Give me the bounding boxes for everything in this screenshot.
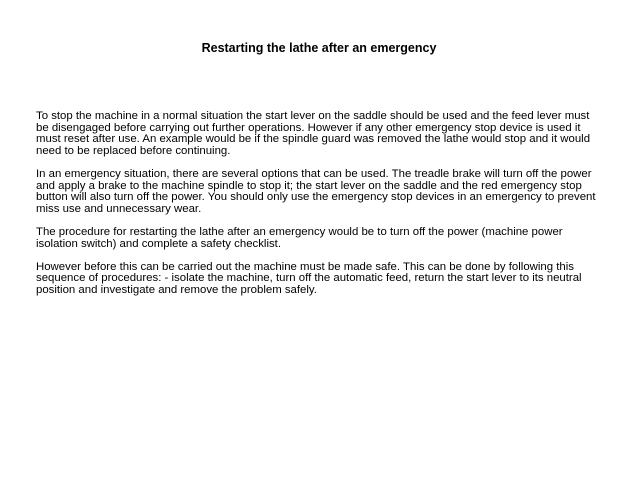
paragraph-emergency-options: In an emergency situation, there are several options that can be used. The treadle brake will turn off the power and apply a brake to the machine spindle to stop it; the start lever on the saddle and the red emergency stop button will also turn off the power. You should only use the emergency stop devices in an emergency to prevent miss use and unnecessary wear. [36, 167, 596, 215]
slide-title: Restarting the lathe after an emergency [201, 41, 437, 55]
paragraph-normal-stop: To stop the machine in a normal situation the start lever on the saddle should be used and the feed lever must be disengaged before carrying out further operations. However if any other emergency stop device is used it must reset after use. An example would be if the spindle guard was removed the lathe would stop and it would need to be replaced before continuing. [36, 110, 591, 157]
paragraph-restart-procedure: The procedure for restarting the lathe after an emergency would be to turn off the power (machine power isolation switch) and complete a safety checklist. [36, 225, 563, 250]
slide-body [36, 111, 604, 308]
paragraph-make-safe: However before this can be carried out the machine must be made safe. This can be done by following this sequence of procedures: - isolate the machine, turn off the automatic feed, return the start lever to its neutral position and investigate and remove the problem safely. [36, 260, 582, 296]
